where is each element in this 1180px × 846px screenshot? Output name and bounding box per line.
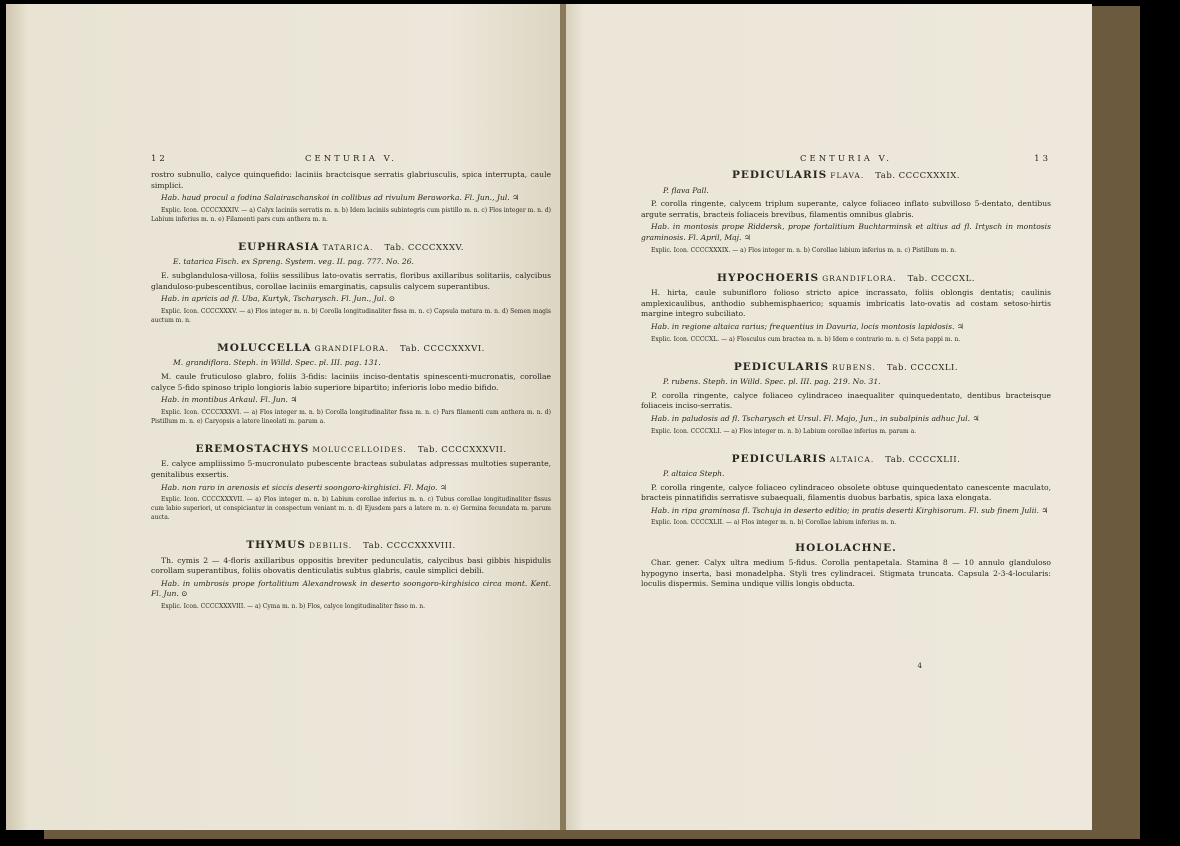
species-title [641,362,1051,374]
plate-explication: Explic. Icon. CCCCXXXVI. — a) Flos integer m. n. b) Corolla longitudinaliter fissa m. n. c) Pars filamenti cum anthera m. n. d) Pistillum m. n. e) Caryopsis a latere lineolati m. parum a. [151,408,551,425]
synonym: E. tatarica Fisch. ex Spreng. System. veg. II. pag. 777. No. 26. [173,257,414,267]
species-entry [151,444,551,522]
plate-explication: Explic. Icon. CCCCXXXVII. — a) Flos integer m. n. b) Labium corollae inferius m. n. c) Tubus corollae longitudinaliter fissus cum labio superiori, ut conspiciantur in conspectum veniant m. n. d) Ejusdem pars a latere m. n. e) Germina fecundata m. parum aucta. [151,496,551,522]
species-entry [641,170,1051,255]
species-epithet: FLAVA. [830,171,865,180]
species-entry [641,273,1051,344]
species-entry [151,343,551,426]
plate-number: Tab. CCCCXXXV. [384,242,464,253]
habitat: Hab. non raro in arenosis et siccis deserti soongoro-kirghisici. Fl. Majo. ♃ [161,482,447,492]
species-epithet: GRANDIFLORA. [822,273,897,283]
species-entry [641,362,1051,436]
plate-number: Tab. CCCCXXXVII. [417,444,507,455]
species-description: M. caule fruticuloso glabro, foliis 3-fidis: laciniis inciso-dentatis spinescenti-mucronatis, corollae calyce 5-fido spinoso triplo longioris labio superiore bipartito; inferioris lobo medio bifido. [151,371,551,392]
species-title [641,170,1051,182]
genus-name: PEDICULARIS [732,169,828,181]
left-page [6,4,562,830]
genus-name: EREMOSTACHYS [195,442,310,455]
species-title [151,343,551,355]
habitat: Hab. in montibus Arkaul. Fl. Jun. ♃ [161,395,298,405]
plate-explication: Explic. Icon. CCCCXXXIX. — a) Flos integer m. n. b) Corollae labium inferius m. n. c) Pistillum m. n. [651,246,957,254]
species-description: Th. cymis 2 — 4-floris axillaribus oppositis breviter pedunculatis, calycibus basi gibbis hispidulis corollam superantibus, foliis obovatis denticulatis subtus glabris, caule simplici debili. [151,555,551,576]
species-description: P. corolla ringente, calyce foliaceo cylindraceo obsolete obtuse quinquedentato canescente maculato, bracteis pinnatifidis serratisve subaequali, filamentis duobus barbatis, spica laxa elongata. [641,482,1051,503]
genus-heading: HOLOLACHNE. [795,542,897,555]
plate-number: Tab. CCCCXXXIX. [875,171,960,181]
genus-name: THYMUS [246,539,306,552]
genus-name: EUPHRASIA [238,240,320,253]
genus-name: MOLUCCELLA [217,341,312,354]
right-page [566,4,1092,830]
species-title [151,444,551,456]
left-page-content [151,154,551,611]
species-description: E. calyce ampliissimo 5-mucronulato pubescente bracteas subulatas adpressas multoties superante, genitalibus exsertis. [151,459,551,479]
species-entry [641,454,1051,528]
habitat: Hab. in ripa graminosa fl. Tschuja in deserto editio; in pratis deserti Kirghisorum. Fl. sub finem Julii. ♃ [651,505,1049,515]
plate-number: Tab. CCCCXXXVI. [400,343,485,354]
species-title [151,540,551,552]
species-description: H. hirta, caule subunifloro folioso stricto apice incrassato, foliis oblongis dentatis; caulinis amplexicaulibus, anthodio subhemisphaerico; squamis imbricatis lato-ovatis ad costam setoso-hirtis margine integro subciliato. [641,288,1051,319]
species-epithet: ALTAICA. [829,454,875,464]
species-epithet: MOLUCCELLOIDES. [312,444,407,454]
habitat: Hab. in regione altaica rarius; frequentius in Davuria, locis montosis lapidosis. ♃ [651,321,964,331]
species-description: E. subglandulosa-villosa, foliis sessilibus lato-ovatis serratis, floribus axillaribus solitariis, calycibus glanduloso-pubescentibus, corollae laciniis emarginatis, capsulis calycem superantibus. [151,270,551,291]
genus-name: HYPOCHOERIS [717,271,820,284]
genus-name: PEDICULARIS [731,452,827,465]
running-title: CENTURIA V. [800,154,892,164]
synonym: P. rubens. Steph. in Willd. Spec. pl. III. pag. 219. No. 31. [663,377,881,387]
species-epithet: GRANDIFLORA. [314,343,389,353]
page-header [151,154,551,168]
plate-explication: Explic. Icon. CCCCXLI. — a) Flos integer m. n. b) Labium corollae inferius m. parum a. [651,427,917,435]
genus-character: Char. gener. Calyx ultra medium 5-fidus. Corolla pentapetala. Stamina 8 — 10 annulo glanduloso hypogyno inserta, basi monadelpha. Styli tres cylindracei. Stigmata truncata. Capsula 2-3-4-locularis: loculis dispermis. Semina undique villis longis obducta. [641,558,1051,589]
species-title [151,242,551,254]
species-epithet: DEBILIS. [308,541,353,551]
species-entry [151,540,551,611]
species-entry [151,242,551,325]
genus-name: PEDICULARIS [733,360,830,373]
continued-habitat: Hab. haud procul a fodina Salairaschanskoi in collibus ad rivulum Beraworka. Fl. Jun., Jul. ♃ [161,193,519,203]
continued-description: rostro subnullo, calyce quinquefido: laciniis bractcisque serratis glabriusculis, spica interrupta, caule simplici. [151,170,551,190]
page-header [641,154,1051,168]
species-epithet: RUBENS. [832,362,876,372]
synonym: P. flava Pall. [663,185,709,195]
signature-mark: 4 [917,662,922,670]
right-page-content [641,154,1051,590]
plate-explication: Explic. Icon. CCCCXLII. — a) Flos integer m. n. b) Corollae labium inferius m. n. [651,519,897,527]
species-description: P. corolla ringente, calycem triplum superante, calyce foliaceo inflato subvilloso 5-dentato, dentibus argute serratis, bracteis foliaceis brevibus, filamentis omnibus glabris. [641,199,1051,219]
plate-number: Tab. CCCCXL. [907,273,975,284]
plate-explication: Explic. Icon. CCCCXXXVIII. — a) Cyma m. n. b) Flos, calyce longitudinaliter fisso m. n. [161,603,426,611]
habitat: Hab. in montosis prope Riddersk, prope fortalitium Buchtarminsk et altius ad fl. Irtysch in montosis graminosis. Fl. April, Maj. ♃ [641,222,1051,242]
species-epithet: TATARICA. [322,242,374,252]
habitat: Hab. in umbrosis prope fortalitium Alexandrowsk in deserto soongoro-kirghisico circa mont. Kent. Fl. Jun. ⊙ [151,578,551,599]
species-title [641,454,1051,466]
page-number: 12 [151,154,168,164]
species-title [641,273,1051,285]
habitat: Hab. in apricis ad fl. Uba, Kurtyk, Tscharysch. Fl. Jun., Jul. ⊙ [161,294,396,304]
species-description: P. corolla ringente, calyce foliaceo cylindraceo inaequaliter quinquedentato, dentibus bracteisque foliaceis inciso-serratis. [641,390,1051,411]
plate-number: Tab. CCCCXLI. [886,362,959,373]
plate-explication: Explic. Icon. CCCCXL. — a) Flosculus cum bractea m. n. b) Idem e contrario m. n. c) Seta pappi m. n. [651,335,961,343]
continued-explication: Explic. Icon. CCCCXXXIV. — a) Calyx laciniis serratis m. n. b) Idem laciniis subintegris cum pistillo m. n. c) Flos integer m. n. d) Labium inferius m. n. e) Filamenti pars cum anthera m. n. [151,206,551,223]
plate-number: Tab. CCCCXXXVIII. [363,541,456,552]
synonym: P. altaica Steph. [663,469,725,479]
synonym: M. grandiflora. Steph. in Willd. Spec. pl. III. pag. 131. [173,358,381,368]
page-number: 13 [1034,154,1051,164]
plate-explication: Explic. Icon. CCCCXXXV. — a) Flos integer m. n. b) Corolla longitudinaliter fissa m. n. c) Capsula matura m. n. d) Semen magis auctum m. n. [151,307,551,324]
plate-number: Tab. CCCCXLII. [885,454,961,465]
habitat: Hab. in paludosis ad fl. Tscharysch et Ursul. Fl. Majo, Jun., in subalpinis adhuc Jul. ♃ [651,413,980,423]
running-title: CENTURIA V. [305,154,397,164]
